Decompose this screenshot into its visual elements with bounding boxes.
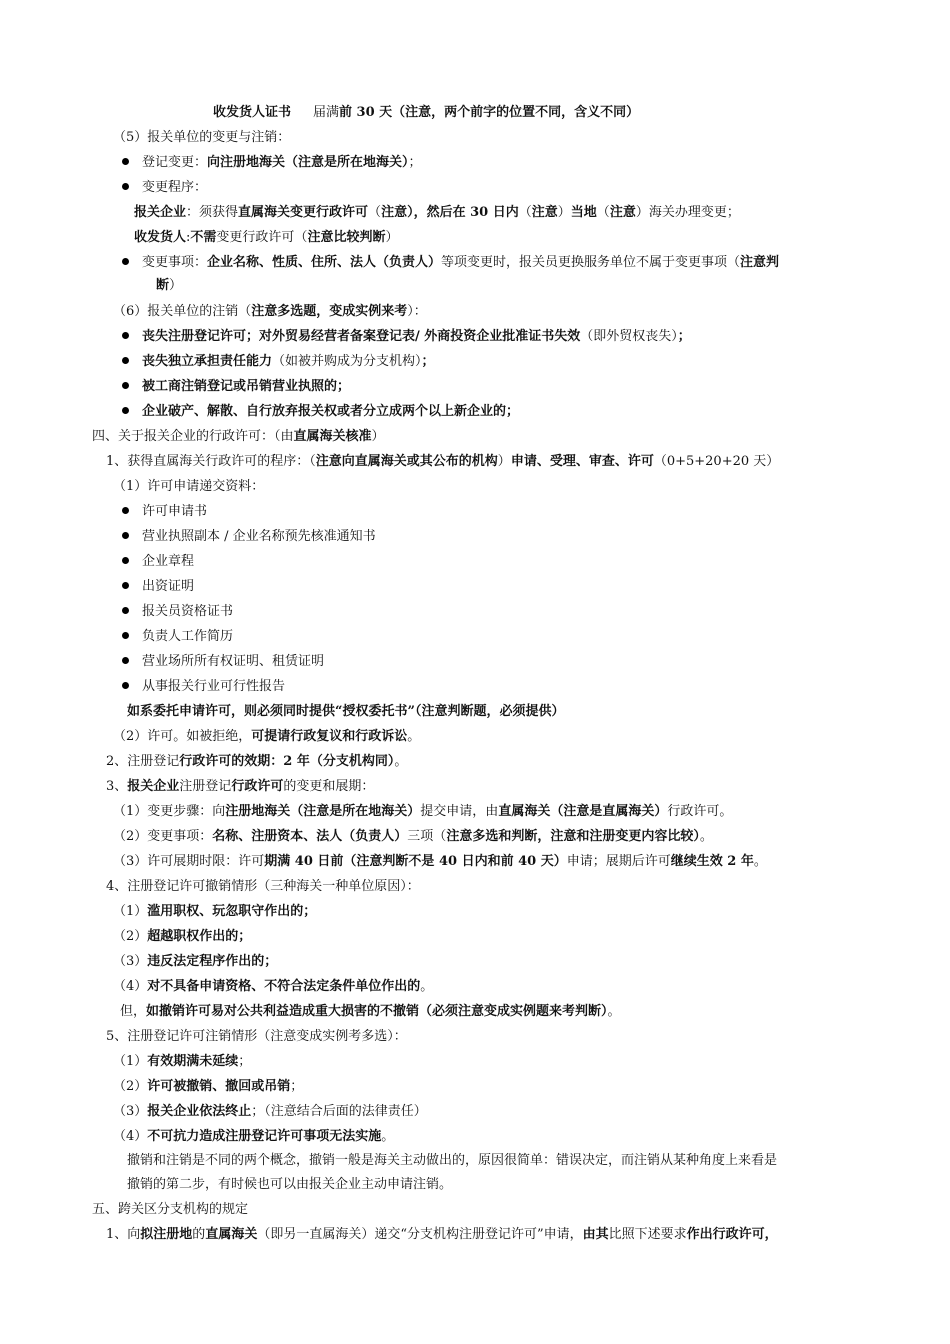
text-line: 1、获得直属海关行政许可的程序：（注意向直属海关或其公布的机构）申请、受理、审查、许可（0+5+20+20 天） <box>106 454 780 469</box>
bullet-icon <box>122 507 129 514</box>
text-line: （2）变更事项：名称、注册资本、法人（负责人）三项（注意多选和判断，注意和注册变更内容比较）。 <box>113 829 713 844</box>
list-item: 变更程序： <box>142 180 208 195</box>
list-item: 从事报关行业可行性报告 <box>142 679 286 694</box>
list-item: 营业执照副本 / 企业名称预先核准通知书 <box>142 529 376 544</box>
text-line: （3）违反法定程序作出的； <box>113 954 278 969</box>
bullet-icon <box>122 258 129 265</box>
list-item: 企业章程 <box>142 554 195 569</box>
text-line: （3）许可展期时限：许可期满 40 日前（注意判断不是 40 日内和前 40 天）申请；展期后许可继续生效 2 年。 <box>113 854 767 869</box>
text-line: （4）对不具备申请资格、不符合法定条件单位作出的。 <box>113 979 434 994</box>
text-line: 但，如撤销许可易对公共利益造成重大损害的不撤销（必须注意变成实例题来考判断）。 <box>120 1004 621 1019</box>
text-line: （2）超越职权作出的； <box>113 929 252 944</box>
text-line: （1）滥用职权、玩忽职守作出的； <box>113 904 317 919</box>
text-line: （2）许可。如被拒绝，可提请行政复议和行政诉讼。 <box>113 729 421 744</box>
text-line: 如系委托申请许可，则必须同时提供“授权委托书”（注意判断题，必须提供） <box>127 704 565 719</box>
text-line: （1）变更步骤：向注册地海关（注意是所在地海关）提交申请，由直属海关（注意是直属海关）行政许可。 <box>113 804 733 819</box>
text-line: （2）许可被撤销、撤回或吊销； <box>113 1079 304 1094</box>
bullet-icon <box>122 407 129 414</box>
bullet-icon <box>122 607 129 614</box>
text-line: 报关企业：须获得直属海关变更行政许可（注意），然后在 30 日内（注意）当地（注意）海关办理变更； <box>134 205 740 220</box>
bullet-icon <box>122 357 129 364</box>
text-line: 4、注册登记许可撤销情形（三种海关一种单位原因）： <box>106 879 420 894</box>
list-item: 丧失注册登记许可；对外贸易经营者备案登记表/ 外商投资企业批准证书失效（即外贸权丧失）； <box>142 329 691 344</box>
bullet-icon <box>122 158 129 165</box>
list-item: 变更事项：企业名称、性质、住所、法人（负责人）等项变更时，报关员更换服务单位不属于变更事项（注意判 <box>142 255 780 270</box>
text-line: （4）不可抗力造成注册登记许可事项无法实施。 <box>113 1129 395 1144</box>
list-item: 企业破产、解散、自行放弃报关权或者分立成两个以上新企业的； <box>142 404 520 419</box>
text-line: 撤销的第二步，有时候也可以由报关企业主动申请注销。 <box>127 1177 453 1192</box>
bullet-icon <box>122 682 129 689</box>
bullet-icon <box>122 382 129 389</box>
list-item: 出资证明 <box>142 579 195 594</box>
text-line: 2、注册登记行政许可的效期：2 年（分支机构同）。 <box>106 754 408 769</box>
bullet-icon <box>122 557 129 564</box>
bullet-icon <box>122 332 129 339</box>
text-line: 收发货人:不需变更行政许可（注意比较判断） <box>134 230 399 245</box>
list-item: 营业场所所有权证明、租赁证明 <box>142 654 325 669</box>
text-line: 3、报关企业注册登记行政许可的变更和展期： <box>106 779 375 794</box>
text-line: 收发货人证书 届满前 30 天（注意，两个前字的位置不同，含义不同） <box>213 105 640 120</box>
text-line: 断） <box>156 278 183 293</box>
list-item: 负责人工作简历 <box>142 629 234 644</box>
text-line: 撤销和注销是不同的两个概念，撤销一般是海关主动做出的，原因很简单：错误决定，而注销从某种角度上来看是 <box>127 1153 778 1168</box>
section-heading: （6）报关单位的注销（注意多选题，变成实例来考）： <box>113 304 427 319</box>
list-item: 登记变更：向注册地海关（注意是所在地海关）； <box>142 155 422 170</box>
bullet-icon <box>122 532 129 539</box>
bullet-icon <box>122 582 129 589</box>
list-item: 许可申请书 <box>142 504 208 519</box>
bullet-icon <box>122 657 129 664</box>
list-item: 报关员资格证书 <box>142 604 234 619</box>
list-item: 被工商注销登记或吊销营业执照的； <box>142 379 351 394</box>
text-line: （1）有效期满未延续； <box>113 1054 252 1069</box>
text-line: 5、注册登记许可注销情形（注意变成实例考多选）： <box>106 1029 407 1044</box>
section-heading: （5）报关单位的变更与注销： <box>113 130 291 145</box>
section-heading: 四、关于报关企业的行政许可：（由直属海关核准） <box>92 429 385 444</box>
text-line: 1、向拟注册地的直属海关（即另一直属海关）递交“分支机构注册登记许可”申请，由其比照下述要求作出行政许可， <box>106 1227 778 1242</box>
bullet-icon <box>122 632 129 639</box>
section-heading: 五、跨关区分支机构的规定 <box>92 1202 249 1217</box>
text-line: （3）报关企业依法终止；（注意结合后面的法律责任） <box>113 1104 427 1119</box>
list-item: 丧失独立承担责任能力（如被并购成为分支机构）； <box>142 354 435 369</box>
text-line: （1）许可申请递交资料： <box>113 479 265 494</box>
bullet-icon <box>122 183 129 190</box>
